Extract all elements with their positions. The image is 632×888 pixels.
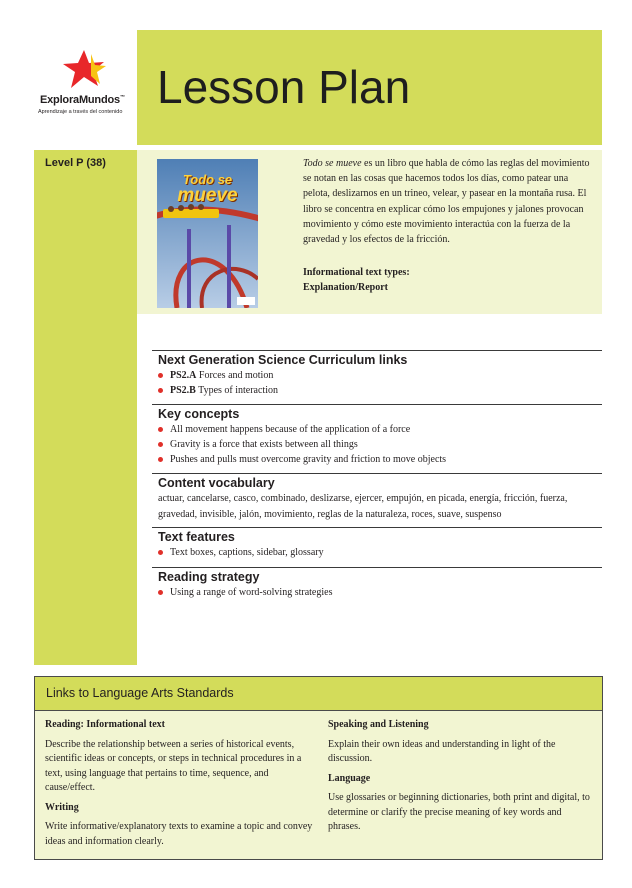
bullet-icon [158, 457, 163, 462]
section-heading: Key concepts [158, 407, 240, 421]
key-concepts-section [152, 404, 602, 467]
list-item: Text boxes, captions, sidebar, glossary [158, 545, 602, 560]
reading-heading: Reading: Informational text [45, 719, 165, 730]
section-heading: Content vocabulary [158, 476, 275, 490]
list-item: Using a range of word-solving strategies [158, 585, 602, 600]
book-cover-image [157, 159, 258, 308]
vocabulary-text: actuar, cancelarse, casco, combinado, deslizarse, ejercer, empujón, en picada, energía, fricción, fuerza, gravedad, invisible, jalón, movimiento, reglas de la naturaleza, roces, suave, suspenso [158, 493, 568, 520]
bullet-icon [158, 373, 163, 378]
text-types: Informational text types: Explanation/Report [303, 267, 410, 293]
list-item: PS2.A Forces and motion [158, 368, 602, 383]
book-intro [137, 150, 602, 314]
bullet-icon [158, 427, 163, 432]
curriculum-section [152, 350, 602, 398]
writing-heading: Writing [45, 801, 79, 813]
page-title: Lesson Plan [157, 61, 411, 113]
speaking-heading: Speaking and Listening [328, 719, 429, 730]
brand-tagline: Aprendizaje a través del contenido [38, 109, 123, 115]
standards-box [34, 676, 603, 860]
list-item: Gravity is a force that exists between all things [158, 437, 602, 452]
cover-title: Todo se mueve [177, 172, 238, 206]
speaking-text: Explain their own ideas and understanding in light of the discussion. [328, 738, 556, 764]
star-logo-icon [60, 48, 108, 92]
language-text: Use glossaries or beginning dictionaries, both print and digital, to determine or clarify the precise meaning of key words and phrases. [328, 792, 590, 832]
writing-text: Write informative/explanatory texts to examine a topic and convey ideas and information clearly. [45, 821, 313, 847]
list-item: PS2.B Types of interaction [158, 383, 602, 398]
side-column [34, 150, 137, 665]
brand-name: ExploraMundos™ [40, 94, 125, 106]
standards-right-column [328, 718, 590, 835]
text-features-section [152, 527, 602, 560]
bullet-icon [158, 590, 163, 595]
language-heading: Language [328, 772, 371, 784]
book-summary: Todo se mueve es un libro que habla de cómo las reglas del movimiento se notan en las cosas que hacemos todos los días, como patear una pelota, deslizarnos en un trineo, velear, y pasear en la montaña rusa. El libro se concentra en explicar cómo los empujones y jalones provocan movimiento y cómo este movimiento interactúa con la fuerza de la gravedad y los efectos de la fricción. [303, 158, 590, 246]
vocabulary-section [152, 473, 602, 523]
header-band [137, 30, 602, 145]
bullet-icon [158, 442, 163, 447]
bullet-icon [158, 388, 163, 393]
level-label: Level P (38) [45, 157, 106, 169]
standards-left-column [45, 718, 317, 849]
standards-header [35, 677, 602, 711]
brand-logo [36, 48, 136, 128]
standards-title: Links to Language Arts Standards [46, 686, 234, 700]
bullet-icon [158, 550, 163, 555]
list-item: All movement happens because of the application of a force [158, 422, 602, 437]
section-heading: Text features [158, 530, 235, 544]
list-item: Pushes and pulls must overcome gravity and friction to move objects [158, 452, 602, 467]
section-heading: Reading strategy [158, 570, 260, 584]
reading-strategy-section [152, 567, 602, 600]
reading-text: Describe the relationship between a series of historical events, scientific ideas or concepts, or steps in technical procedures in a text, using language that pertains to time, sequence, and cause/effect. [45, 738, 302, 793]
section-heading: Next Generation Science Curriculum links [158, 353, 408, 367]
